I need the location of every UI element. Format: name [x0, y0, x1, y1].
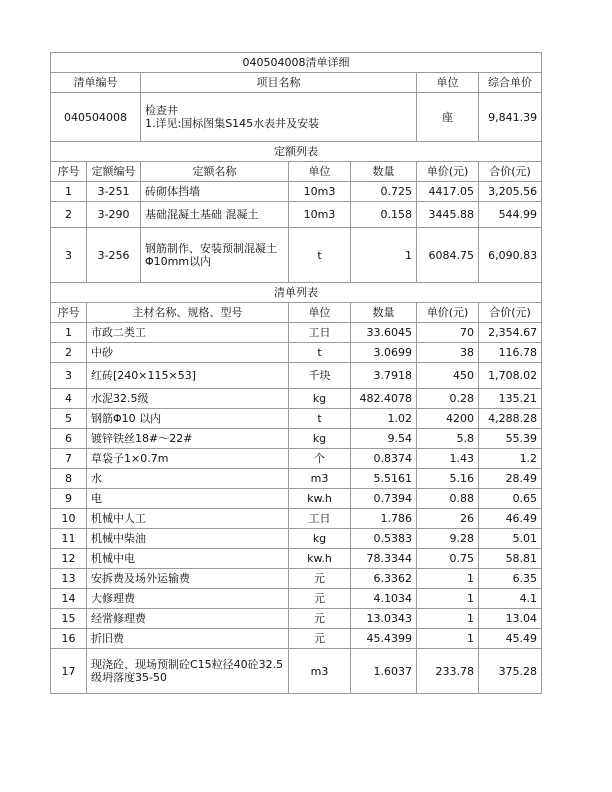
material-total: 46.49 — [479, 509, 542, 529]
material-row — [51, 629, 542, 649]
material-name: 机械中电 — [87, 549, 289, 569]
material-total: 1,708.02 — [479, 363, 542, 389]
material-qty: 9.54 — [351, 429, 417, 449]
quota-qty: 0.725 — [351, 182, 417, 202]
material-name: 钢筋Φ10 以内 — [87, 409, 289, 429]
material-qty: 0.7394 — [351, 489, 417, 509]
material-no: 3 — [51, 363, 87, 389]
material-qty: 1.6037 — [351, 649, 417, 694]
material-price: 1 — [417, 589, 479, 609]
quota-row — [51, 228, 542, 283]
quota-code: 3-290 — [87, 202, 141, 228]
header-price: 综合单价 — [479, 73, 542, 93]
material-qty: 13.0343 — [351, 609, 417, 629]
material-total: 6.35 — [479, 569, 542, 589]
material-row — [51, 549, 542, 569]
material-row — [51, 409, 542, 429]
bill-detail-table — [50, 52, 542, 694]
material-price: 1 — [417, 629, 479, 649]
header-unit: 单位 — [417, 73, 479, 93]
header-name: 项目名称 — [141, 73, 417, 93]
quota-section-title: 定额列表 — [51, 142, 542, 162]
material-no: 5 — [51, 409, 87, 429]
quota-name: 钢筋制作、安装预制混凝土Φ10mm以内 — [141, 228, 289, 283]
material-total: 0.65 — [479, 489, 542, 509]
material-name: 大修理费 — [87, 589, 289, 609]
material-no: 8 — [51, 469, 87, 489]
material-qty: 3.0699 — [351, 343, 417, 363]
material-qty: 78.3344 — [351, 549, 417, 569]
quota-unit: t — [289, 228, 351, 283]
quota-row — [51, 202, 542, 228]
material-header-row — [51, 303, 542, 323]
material-name: 安拆费及场外运输费 — [87, 569, 289, 589]
header-code: 清单编号 — [51, 73, 141, 93]
item-name-line2: 1.详见:国标图集S145水表井及安装 — [145, 117, 320, 130]
material-name: 草袋子1×0.7m — [87, 449, 289, 469]
material-row — [51, 589, 542, 609]
material-total: 116.78 — [479, 343, 542, 363]
material-qty: 1.786 — [351, 509, 417, 529]
material-name: 水 — [87, 469, 289, 489]
material-price: 0.28 — [417, 389, 479, 409]
material-price: 38 — [417, 343, 479, 363]
material-name: 机械中柴油 — [87, 529, 289, 549]
quota-header-row — [51, 162, 542, 182]
material-unit: m3 — [289, 649, 351, 694]
material-total: 55.39 — [479, 429, 542, 449]
material-section-title: 清单列表 — [51, 283, 542, 303]
material-name: 镀锌铁丝18#～22# — [87, 429, 289, 449]
material-header-cell: 单价(元) — [417, 303, 479, 323]
material-qty: 33.6045 — [351, 323, 417, 343]
material-price: 233.78 — [417, 649, 479, 694]
material-no: 16 — [51, 629, 87, 649]
quota-row — [51, 182, 542, 202]
material-total: 28.49 — [479, 469, 542, 489]
material-name: 市政二类工 — [87, 323, 289, 343]
material-unit: m3 — [289, 469, 351, 489]
material-total: 58.81 — [479, 549, 542, 569]
quota-header-cell: 单位 — [289, 162, 351, 182]
material-no: 6 — [51, 429, 87, 449]
material-qty: 1.02 — [351, 409, 417, 429]
quota-header-cell: 单价(元) — [417, 162, 479, 182]
quota-header-cell: 序号 — [51, 162, 87, 182]
item-price: 9,841.39 — [479, 93, 542, 142]
material-unit: 工日 — [289, 509, 351, 529]
material-name: 经常修理费 — [87, 609, 289, 629]
material-unit: 元 — [289, 589, 351, 609]
material-no: 4 — [51, 389, 87, 409]
material-total: 5.01 — [479, 529, 542, 549]
material-row — [51, 323, 542, 343]
material-price: 26 — [417, 509, 479, 529]
material-unit: kg — [289, 529, 351, 549]
quota-total: 544.99 — [479, 202, 542, 228]
material-name: 电 — [87, 489, 289, 509]
material-unit: 千块 — [289, 363, 351, 389]
material-row — [51, 609, 542, 629]
quota-no: 2 — [51, 202, 87, 228]
material-no: 12 — [51, 549, 87, 569]
quota-qty: 0.158 — [351, 202, 417, 228]
material-qty: 0.8374 — [351, 449, 417, 469]
item-name-line1: 检查井 — [145, 104, 178, 117]
material-no: 10 — [51, 509, 87, 529]
material-no: 17 — [51, 649, 87, 694]
material-unit: t — [289, 409, 351, 429]
material-row — [51, 569, 542, 589]
material-total: 375.28 — [479, 649, 542, 694]
material-price: 0.88 — [417, 489, 479, 509]
material-no: 7 — [51, 449, 87, 469]
quota-no: 1 — [51, 182, 87, 202]
material-price: 4200 — [417, 409, 479, 429]
material-price: 1 — [417, 569, 479, 589]
material-qty: 3.7918 — [351, 363, 417, 389]
material-total: 4.1 — [479, 589, 542, 609]
quota-unit: 10m3 — [289, 182, 351, 202]
quota-unit: 10m3 — [289, 202, 351, 228]
material-total: 45.49 — [479, 629, 542, 649]
quota-code: 3-256 — [87, 228, 141, 283]
item-name — [141, 93, 417, 142]
material-no: 14 — [51, 589, 87, 609]
material-no: 11 — [51, 529, 87, 549]
quota-total: 6,090.83 — [479, 228, 542, 283]
material-no: 9 — [51, 489, 87, 509]
material-name: 现浇砼、现场预制砼C15粒径40砼32.5级坍落度35-50 — [87, 649, 289, 694]
material-unit: 元 — [289, 569, 351, 589]
material-qty: 6.3362 — [351, 569, 417, 589]
material-total: 135.21 — [479, 389, 542, 409]
quota-price: 3445.88 — [417, 202, 479, 228]
item-unit: 座 — [417, 93, 479, 142]
material-unit: 元 — [289, 629, 351, 649]
material-name: 红砖[240×115×53] — [87, 363, 289, 389]
material-row — [51, 529, 542, 549]
material-row — [51, 389, 542, 409]
quota-code: 3-251 — [87, 182, 141, 202]
material-unit: kw.h — [289, 549, 351, 569]
material-row — [51, 649, 542, 694]
quota-price: 4417.05 — [417, 182, 479, 202]
material-qty: 482.4078 — [351, 389, 417, 409]
material-total: 13.04 — [479, 609, 542, 629]
material-row — [51, 489, 542, 509]
quota-header-cell: 合价(元) — [479, 162, 542, 182]
item-code: 040504008 — [51, 93, 141, 142]
material-total: 2,354.67 — [479, 323, 542, 343]
material-qty: 45.4399 — [351, 629, 417, 649]
quota-header-cell: 数量 — [351, 162, 417, 182]
material-header-cell: 合价(元) — [479, 303, 542, 323]
material-row — [51, 429, 542, 449]
material-price: 450 — [417, 363, 479, 389]
material-unit: kg — [289, 389, 351, 409]
page-title: 040504008清单详细 — [51, 53, 542, 73]
material-header-cell: 序号 — [51, 303, 87, 323]
material-unit: 工日 — [289, 323, 351, 343]
material-header-cell: 单位 — [289, 303, 351, 323]
material-unit: kw.h — [289, 489, 351, 509]
material-total: 4,288.28 — [479, 409, 542, 429]
material-no: 13 — [51, 569, 87, 589]
material-name: 中砂 — [87, 343, 289, 363]
quota-header-cell: 定额编号 — [87, 162, 141, 182]
material-row — [51, 449, 542, 469]
material-price: 1 — [417, 609, 479, 629]
quota-header-cell: 定额名称 — [141, 162, 289, 182]
material-no: 1 — [51, 323, 87, 343]
material-price: 70 — [417, 323, 479, 343]
material-unit: t — [289, 343, 351, 363]
material-price: 9.28 — [417, 529, 479, 549]
material-price: 0.75 — [417, 549, 479, 569]
material-qty: 0.5383 — [351, 529, 417, 549]
material-price: 5.8 — [417, 429, 479, 449]
material-name: 折旧费 — [87, 629, 289, 649]
material-unit: 个 — [289, 449, 351, 469]
material-row — [51, 509, 542, 529]
material-row — [51, 343, 542, 363]
material-total: 1.2 — [479, 449, 542, 469]
material-no: 15 — [51, 609, 87, 629]
material-unit: kg — [289, 429, 351, 449]
material-price: 5.16 — [417, 469, 479, 489]
material-header-cell: 数量 — [351, 303, 417, 323]
material-qty: 5.5161 — [351, 469, 417, 489]
material-no: 2 — [51, 343, 87, 363]
quota-qty: 1 — [351, 228, 417, 283]
quota-name: 基础混凝土基础 混凝土 — [141, 202, 289, 228]
material-price: 1.43 — [417, 449, 479, 469]
material-name: 水泥32.5级 — [87, 389, 289, 409]
material-name: 机械中人工 — [87, 509, 289, 529]
quota-total: 3,205.56 — [479, 182, 542, 202]
material-header-cell: 主材名称、规格、型号 — [87, 303, 289, 323]
material-row — [51, 469, 542, 489]
quota-no: 3 — [51, 228, 87, 283]
material-qty: 4.1034 — [351, 589, 417, 609]
material-row — [51, 363, 542, 389]
quota-name: 砖砌体挡墙 — [141, 182, 289, 202]
material-unit: 元 — [289, 609, 351, 629]
quota-price: 6084.75 — [417, 228, 479, 283]
